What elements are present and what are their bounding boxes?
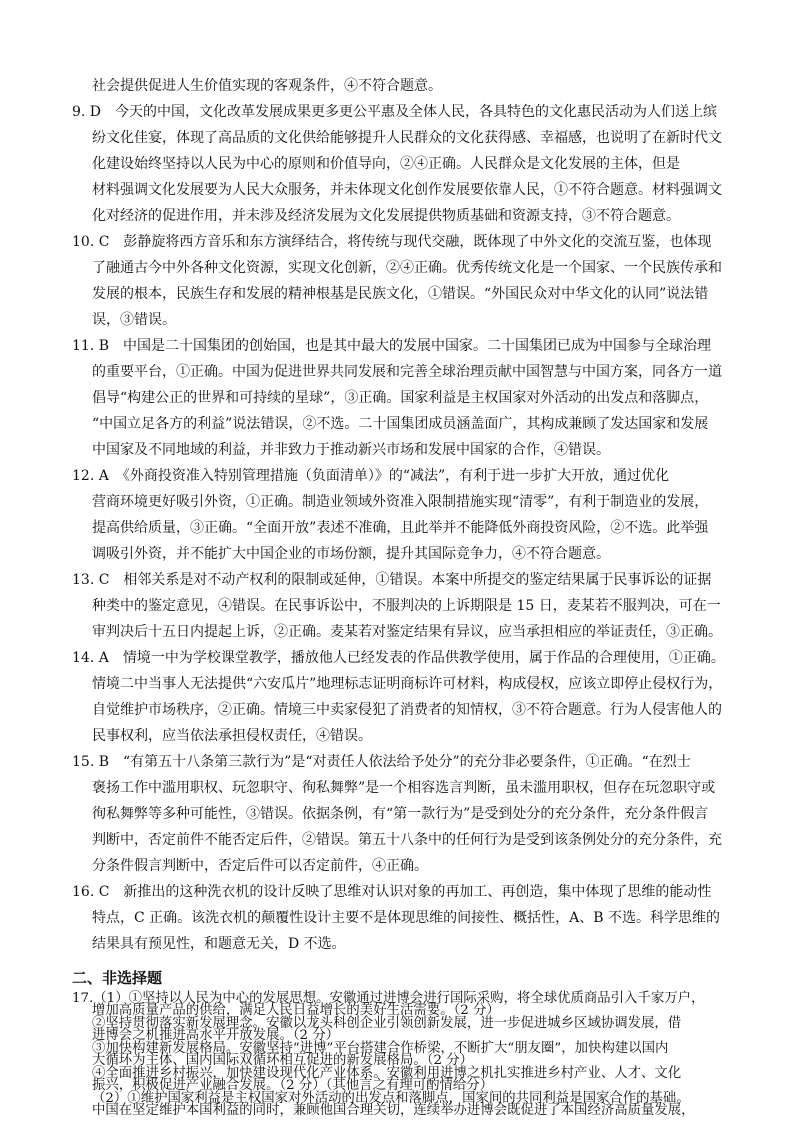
text-line: 褒扬工作中滥用职权、玩忽职守、徇私舞弊”是一个相容选言判断，虽未滥用职权，但存在玩忽职守或 <box>92 780 716 796</box>
text-line: 审判决后十五日内提起上诉，②正确。麦某若对鉴定结果有异议，应当承担相应的举证责任，③正确。 <box>92 624 722 640</box>
text-line: 进博会之机推进高水平开放发展。（2 分） <box>92 1028 340 1043</box>
text-line: 10. C 彭静旋将西方音乐和东方演绎结合，将传统与现代交融，既体现了中外文化的交流互鉴，也体现 <box>72 234 712 250</box>
text-line: 分条件假言判断中，否定后件可以否定前件，④正确。 <box>92 858 428 874</box>
text-line: 13. C 相邻关系是对不动产权利的限制或延伸，①错误。本案中所提交的鉴定结果属于民事诉讼的证据 <box>72 572 712 588</box>
text-line: 大循环为主体、国内国际双循环相互促进的新发展格局。（2 分） <box>92 1053 474 1068</box>
text-line: 中国家及不同地域的利益，并非致力于推动新兴市场和发展中国家的合作，④错误。 <box>92 442 610 458</box>
text-line: “中国立足各方的利益”说法错误，②不选。二十国集团成员涵盖面广，其构成兼顾了发达国家和发展 <box>92 416 709 432</box>
text-line: 调吸引外资，并不能扩大中国企业的市场份额，提升其国际竞争力，④不符合题意。 <box>92 546 610 562</box>
text-line: 纷文化佳宴，体现了高品质的文化供给能够提升人民群众的文化获得感、幸福感，也说明了在新时代文 <box>92 130 722 146</box>
text-line: 17.（1）①坚持以人民为中心的发展思想。安徽通过进博会进行国际采购，将全球优质商品引入千家万户， <box>72 991 705 1006</box>
text-line: 倡导“构建公正的世界和可持续的星球”，③正确。国家利益是主权国家对外活动的出发点和落脚点， <box>92 390 709 406</box>
text-line: ④全面推进乡村振兴，加快建设现代化产业体系。安徽利用进博之机扎实推进乡村产业、人才、文化 <box>92 1066 682 1081</box>
text-line: 营商环境更好吸引外资，①正确。制造业领域外资准入限制措施实现“清零”，有利于制造业的发展， <box>92 494 709 510</box>
text-line: 提高供给质量，③正确。“全面开放”表述不准确，且此举并不能降低外商投资风险，②不选。此举强 <box>92 520 709 536</box>
text-line: 中国在坚定维护本国利益的同时，兼顾他国合理关切，连续举办进博会既促进了本国经济高质量发展， <box>92 1103 695 1118</box>
text-line: 振兴，积极促进产业融合发展。（2 分）（其他言之有理可酌情给分） <box>92 1078 494 1093</box>
text-line: 种类中的鉴定意见，④错误。在民事诉讼中，不服判决的上诉期限是 15 日，麦某若不服判决，可在一 <box>92 598 721 614</box>
text-line: 12. A 《外商投资准入特别管理措施（负面清单）》的“减法”，有利于进一步扩大开放，通过优化 <box>72 468 670 484</box>
text-line: ②坚持贯彻落实新发展理念。安徽以龙头科创企业引领创新发展，进一步促进城乡区域协调发展，借 <box>92 1016 682 1031</box>
text-line: 增加高质量产品的供给，满足人民日益增长的美好生活需要。（2 分） <box>92 1003 500 1018</box>
text-line: 结果具有预见性，和题意无关，D 不选。 <box>92 936 346 952</box>
text-line: 材料强调文化发展要为人民大众服务，并未体现文化创作发展要依靠人民，①不符合题意。材料强调文 <box>92 182 722 198</box>
text-line: 情境二中当事人无法提供“六安瓜片”地理标志证明商标许可材料，构成侵权，应该立即停止侵权行为， <box>92 676 723 692</box>
text-line: 化对经济的促进作用，并未涉及经济发展为文化发展提供物质基础和资源支持，③不符合题意。 <box>92 208 680 224</box>
text-line: 自觉维护市场秩序，②正确。情境三中卖家侵犯了消费者的知情权，③不符合题意。行为人侵害他人的 <box>92 702 722 718</box>
text-line: 误，③错误。 <box>92 312 176 328</box>
text-line: 化建设始终坚持以人民为中心的原则和价值导向，②④正确。人民群众是文化发展的主体，但是 <box>92 156 680 172</box>
text-line: （2）①维护国家利益是主权国家对外活动的出发点和落脚点，国家间的共同利益是国家合作的基础。 <box>92 1091 690 1106</box>
text-line: 特点，C 正确。该洗衣机的颠覆性设计主要不是体现思维的间接性、概括性，A、B 不选。科学思维的 <box>92 910 721 926</box>
text-line: 9. D 今天的中国，文化改革发展成果更多更公平惠及全体人民，各具特色的文化惠民活动为人们送上缤 <box>72 104 718 120</box>
text-line: 社会提供促进人生价值实现的客观条件，④不符合题意。 <box>92 78 442 94</box>
text-line: 的重要平台，①正确。中国为促进世界共同发展和完善全球治理贡献中国智慧与中国方案，同各方一道 <box>92 364 722 380</box>
text-line: 发展的根本，民族生存和发展的精神根基是民族文化，①错误。“外国民众对中华文化的认同”说法错 <box>92 286 709 302</box>
text-line: 判断中，否定前件不能否定后件，②错误。第五十八条中的任何行为是受到该条例处分的充分条件，充 <box>92 832 722 848</box>
text-line: 11. B 中国是二十国集团的创始国，也是其中最大的发展中国家。二十国集团已成为中国参与全球治理 <box>72 338 712 354</box>
text-line: 14. A 情境一中为学校课堂教学，播放他人已经发表的作品供教学使用，属于作品的合理使用，①正确。 <box>72 650 725 666</box>
text-line: 民事权利，应当依法承担侵权责任，④错误。 <box>92 728 372 744</box>
text-line: ③加快构建新发展格局。安徽坚持“进博”平台搭建合作桥梁，不断扩大“朋友圈”，加快构建以国内 <box>92 1041 669 1056</box>
text-line: 徇私舞弊等多种可能性，③错误。依据条例，有“第一款行为”是受到处分的充分条件，充分条件假言 <box>92 806 709 822</box>
text-line: 16. C 新推出的这种洗衣机的设计反映了思维对认识对象的再加工、再创造，集中体现了思维的能动性 <box>72 884 712 900</box>
text-line: 了融通古今中外各种文化资源，实现文化创新，②④正确。优秀传统文化是一个国家、一个民族传承和 <box>92 260 722 276</box>
text-line: 15. B “有第五十八条第三款行为”是“对责任人依法给予处分”的充分非必要条件，①正确。“在烈士 <box>72 754 691 770</box>
section-title: 二、非选择题 <box>72 969 163 987</box>
